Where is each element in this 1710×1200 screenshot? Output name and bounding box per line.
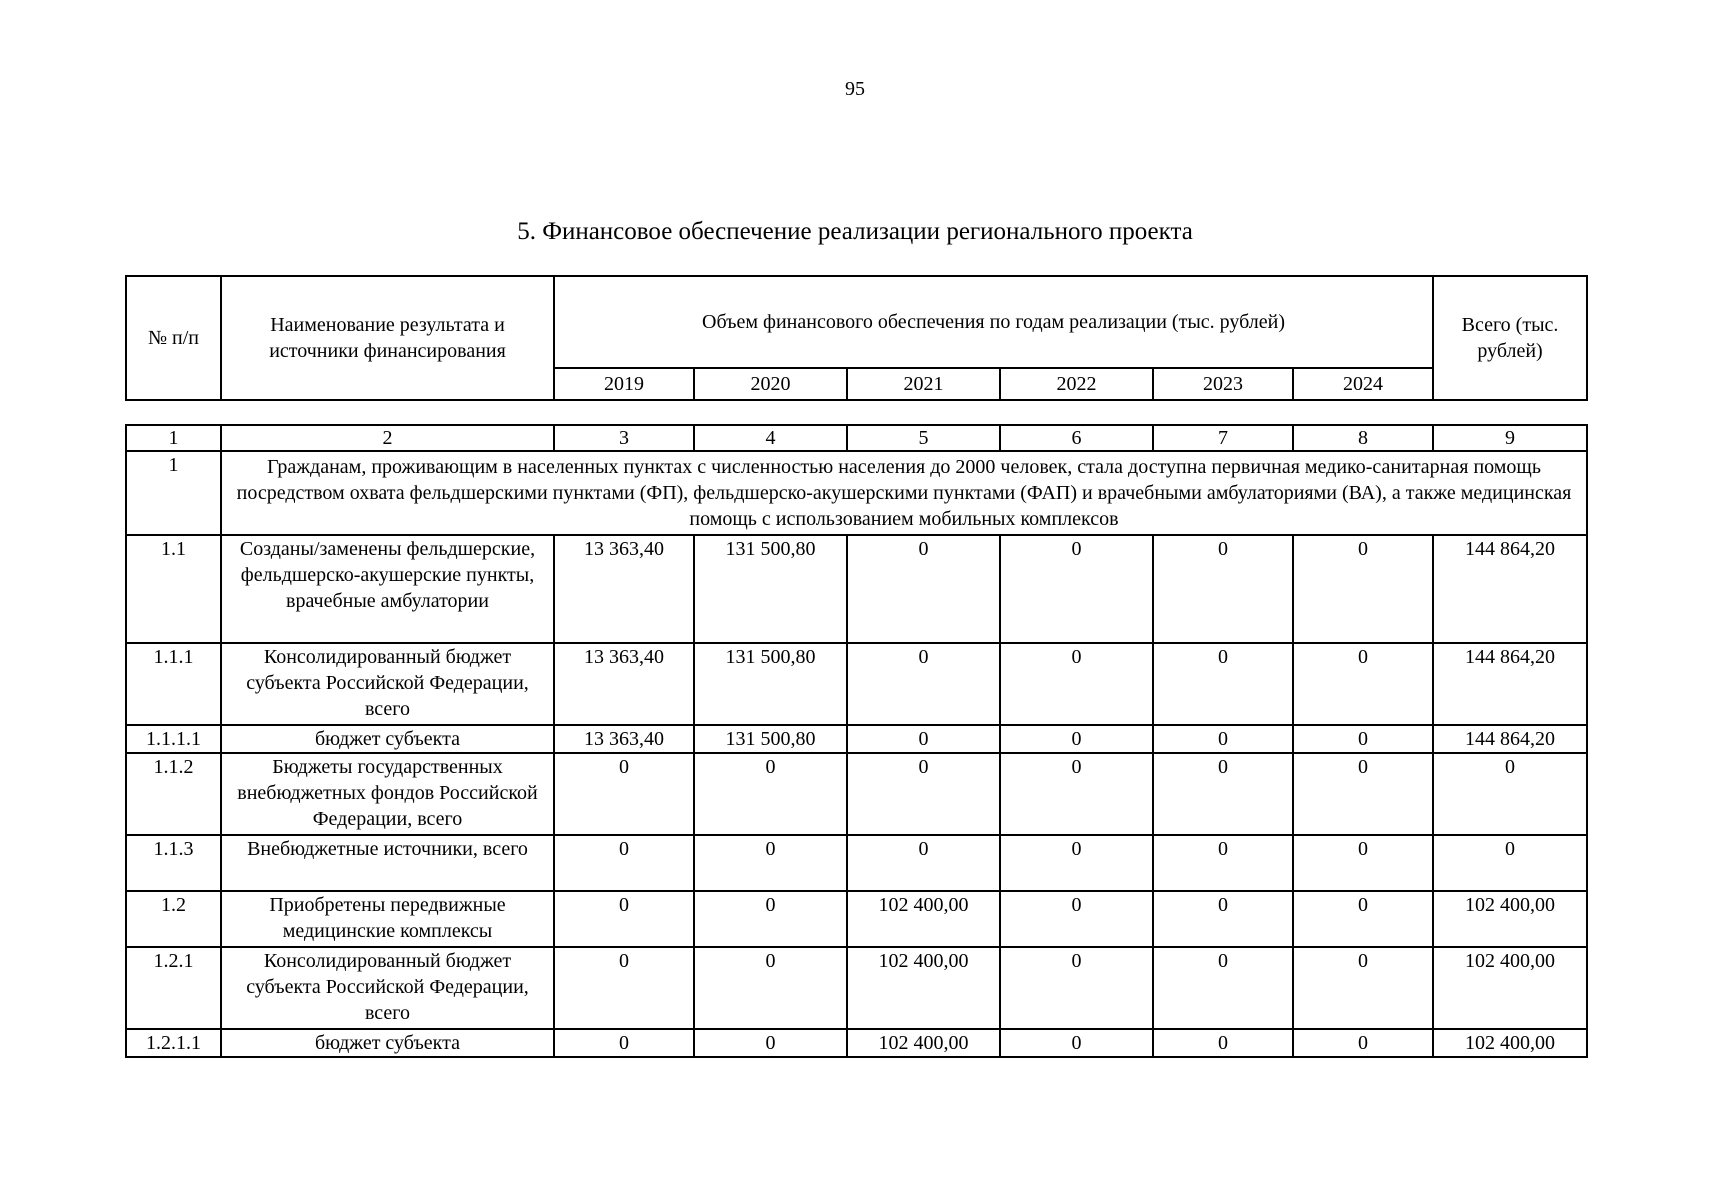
table-row: [126, 835, 1587, 891]
row-total: 144 864,20: [1433, 725, 1587, 753]
row-number: 1.2.1: [126, 947, 221, 1029]
row-value-2022: 0: [1000, 643, 1153, 725]
row-number: 1.1.2: [126, 753, 221, 835]
row-value-2020: 0: [694, 835, 847, 891]
table-row: [126, 535, 1587, 643]
row-total: 0: [1433, 835, 1587, 891]
row-name: Консолидированный бюджет субъекта Российской Федерации, всего: [221, 643, 554, 725]
page-number: 95: [845, 78, 865, 100]
row-number: 1.2: [126, 891, 221, 947]
column-number: 8: [1293, 425, 1433, 451]
table-header: [125, 275, 1588, 401]
row-value-2019: 13 363,40: [554, 643, 694, 725]
table-row: [126, 725, 1587, 753]
row-value-2022: 0: [1000, 725, 1153, 753]
row-value-2020: 0: [694, 1029, 847, 1057]
header-year: 2021: [847, 368, 1000, 400]
row-total: 102 400,00: [1433, 947, 1587, 1029]
column-number: 4: [694, 425, 847, 451]
section-text: Гражданам, проживающим в населенных пунктах с численностью населения до 2000 человек, стала доступна первичная медико-санитарная помощь посредством охвата фельдшерскими пунктами (ФП), фельдшерско-акушерскими пунктами (ФАП) и врачебными амбулаториями (ВА), а также медицинская помощь с использованием мобильных комплексов: [221, 451, 1587, 535]
row-value-2024: 0: [1293, 643, 1433, 725]
header-total: Всего (тыс. рублей): [1433, 276, 1587, 400]
header-num: № п/п: [126, 276, 221, 400]
row-number: 1.1.3: [126, 835, 221, 891]
row-value-2020: 131 500,80: [694, 535, 847, 643]
row-total: 144 864,20: [1433, 535, 1587, 643]
column-number: 5: [847, 425, 1000, 451]
row-number: 1.2.1.1: [126, 1029, 221, 1057]
header-year: 2023: [1153, 368, 1293, 400]
row-value-2022: 0: [1000, 891, 1153, 947]
row-value-2019: 0: [554, 835, 694, 891]
row-number: 1.1: [126, 535, 221, 643]
row-name: Приобретены передвижные медицинские комплексы: [221, 891, 554, 947]
header-name: Наименование результата и источники финансирования: [221, 276, 554, 400]
row-value-2019: 0: [554, 753, 694, 835]
header-year: 2022: [1000, 368, 1153, 400]
section-number: 1: [126, 451, 221, 535]
table-row: [126, 643, 1587, 725]
page-title: 5. Финансовое обеспечение реализации регионального проекта: [517, 218, 1193, 245]
row-name: Внебюджетные источники, всего: [221, 835, 554, 891]
row-name: Бюджеты государственных внебюджетных фондов Российской Федерации, всего: [221, 753, 554, 835]
row-value-2022: 0: [1000, 535, 1153, 643]
row-value-2024: 0: [1293, 535, 1433, 643]
row-number: 1.1.1.1: [126, 725, 221, 753]
row-value-2020: 131 500,80: [694, 643, 847, 725]
row-value-2022: 0: [1000, 1029, 1153, 1057]
table-row: [126, 753, 1587, 835]
row-number: 1.1.1: [126, 643, 221, 725]
section-row: [126, 451, 1587, 535]
row-value-2024: 0: [1293, 891, 1433, 947]
row-value-2019: 13 363,40: [554, 535, 694, 643]
table-row: [126, 947, 1587, 1029]
row-value-2019: 13 363,40: [554, 725, 694, 753]
header-year: 2020: [694, 368, 847, 400]
row-total: 102 400,00: [1433, 1029, 1587, 1057]
row-value-2024: 0: [1293, 1029, 1433, 1057]
row-value-2019: 0: [554, 1029, 694, 1057]
column-number: 3: [554, 425, 694, 451]
row-total: 0: [1433, 753, 1587, 835]
column-number: 9: [1433, 425, 1587, 451]
row-value-2021: 0: [847, 643, 1000, 725]
column-number: 7: [1153, 425, 1293, 451]
row-value-2024: 0: [1293, 835, 1433, 891]
header-volume: Объем финансового обеспечения по годам реализации (тыс. рублей): [554, 276, 1433, 368]
table-row: [126, 1029, 1587, 1057]
row-value-2022: 0: [1000, 835, 1153, 891]
row-value-2023: 0: [1153, 753, 1293, 835]
row-value-2023: 0: [1153, 643, 1293, 725]
row-value-2023: 0: [1153, 835, 1293, 891]
row-value-2019: 0: [554, 891, 694, 947]
row-value-2024: 0: [1293, 947, 1433, 1029]
row-value-2021: 102 400,00: [847, 1029, 1000, 1057]
row-value-2024: 0: [1293, 725, 1433, 753]
row-total: 102 400,00: [1433, 891, 1587, 947]
row-name: Консолидированный бюджет субъекта Российской Федерации, всего: [221, 947, 554, 1029]
row-value-2020: 0: [694, 947, 847, 1029]
row-value-2021: 0: [847, 535, 1000, 643]
row-value-2022: 0: [1000, 947, 1153, 1029]
column-number: 6: [1000, 425, 1153, 451]
row-value-2021: 102 400,00: [847, 947, 1000, 1029]
row-value-2023: 0: [1153, 947, 1293, 1029]
row-value-2023: 0: [1153, 891, 1293, 947]
row-value-2021: 0: [847, 725, 1000, 753]
column-number: 2: [221, 425, 554, 451]
column-number-row: [126, 425, 1587, 451]
row-value-2023: 0: [1153, 1029, 1293, 1057]
row-value-2021: 0: [847, 835, 1000, 891]
column-number: 1: [126, 425, 221, 451]
row-name: Созданы/заменены фельдшерские, фельдшерско-акушерские пункты, врачебные амбулатории: [221, 535, 554, 643]
row-name: бюджет субъекта: [221, 1029, 554, 1057]
row-value-2024: 0: [1293, 753, 1433, 835]
row-value-2023: 0: [1153, 725, 1293, 753]
row-name: бюджет субъекта: [221, 725, 554, 753]
row-value-2020: 0: [694, 891, 847, 947]
row-value-2021: 0: [847, 753, 1000, 835]
row-value-2019: 0: [554, 947, 694, 1029]
row-value-2023: 0: [1153, 535, 1293, 643]
financing-table: [125, 424, 1588, 1058]
table-row: [126, 891, 1587, 947]
row-total: 144 864,20: [1433, 643, 1587, 725]
row-value-2020: 0: [694, 753, 847, 835]
row-value-2020: 131 500,80: [694, 725, 847, 753]
row-value-2021: 102 400,00: [847, 891, 1000, 947]
header-year: 2019: [554, 368, 694, 400]
row-value-2022: 0: [1000, 753, 1153, 835]
header-year: 2024: [1293, 368, 1433, 400]
